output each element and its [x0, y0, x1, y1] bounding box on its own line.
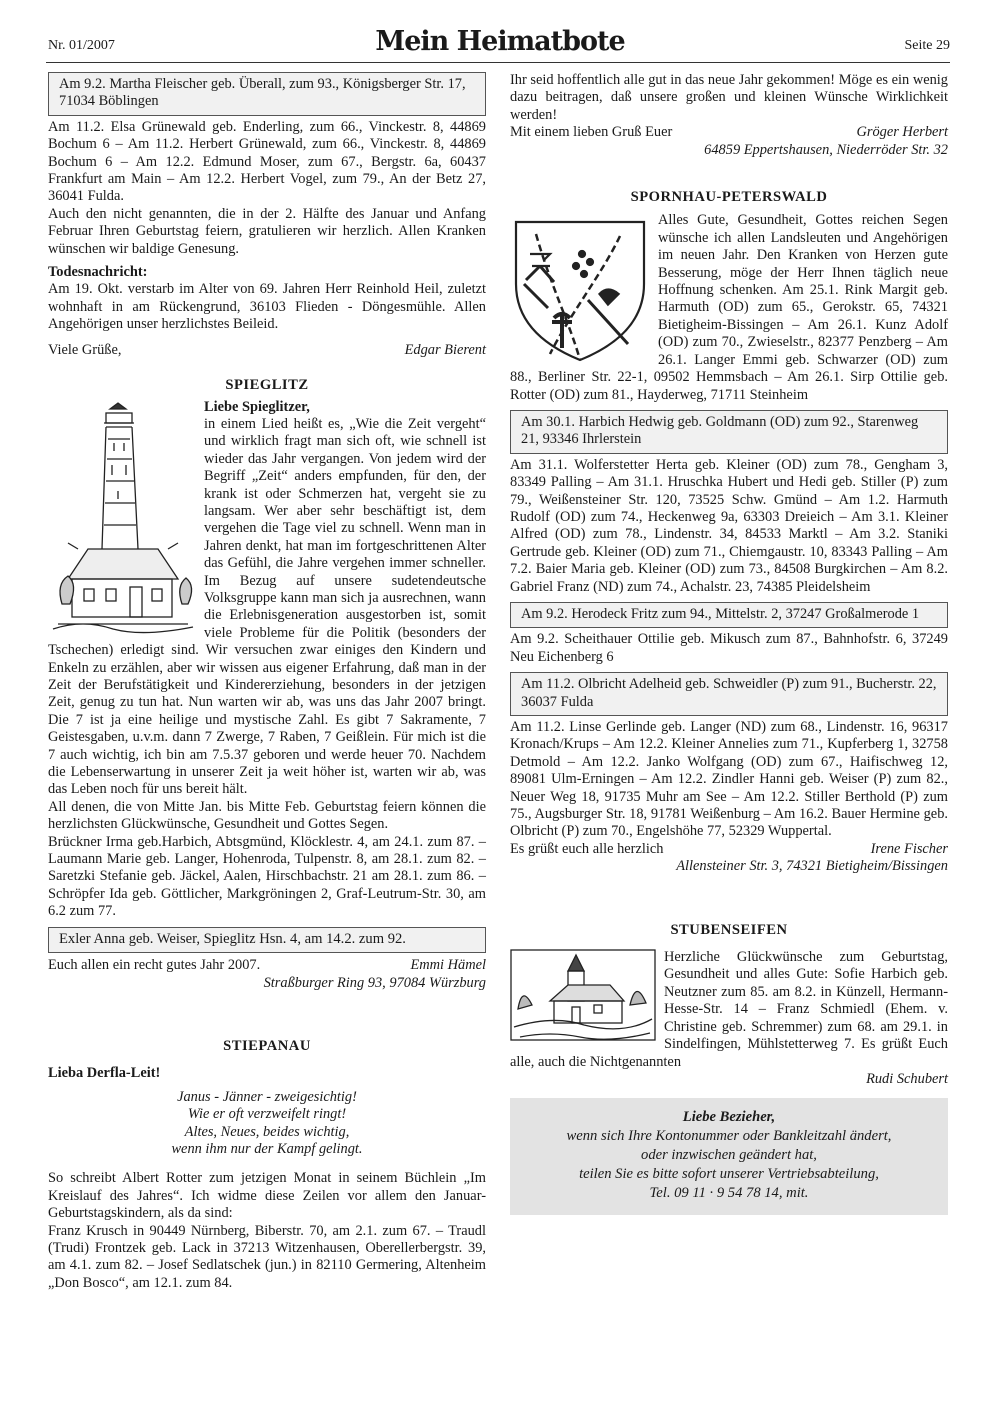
- author-name-intro: Gröger Herbert: [856, 124, 948, 141]
- obituary-heading: Todesnachricht:: [48, 264, 148, 281]
- notice-title: Liebe Bezieher,: [682, 1109, 776, 1126]
- spieglitz-body: in einem Lied heißt es, „Wie die Zeit vergeht“ und wirklich fragt man sich oft, wie schnell ist wieder das Jahr vergangen. Von jedem wird der Begriff „Zeit“ anders empfunden, für den, der krank ist oder Schmerzen hat, vergeht sie zu langsam. Wer aber sehr beschäftigt ist, dem vergehen die Tage viel zu schnell. Wenn man in Jahren denkt, hat man im fortgeschrittenen Alter das Gefühl, die Jahre vergehen immer schneller. Im Bezug auf unsere sudetendeutsche Volksgruppe kann man sich ja ausrechnen, wann die Erlebnisgeneration ausgestorben ist, somit viele Probleme für die Politik (besonders der Tschechen) erledigt sind. Wir versuchen zwar einiges den Kindern und Enkeln zu erzählen, aber wir wissen aus eigener Erfahrung, daß man in der Zeit der Berufstätigkeit und Kindererziehung, besonders in der jetzigen Zeit, genug zu tun hat. Nun warten wir ab, was uns das Jahr 2007 bringt. Die 7 ist ja eine heilige und mystische Zahl. Es gibt 7 Sakramente, 7 Geistesgaben, u.v.m. dann 7 Zwerge, 7 Raben, 7 Geißlein. Für mich ist die 7 auch wichtig, ich bin am 7.5.37 geboren und werde heuer 70. Nachdem die Lebenserwartung in unserer Zeit ja weit höher ist, warten wir ab, was das Leben noch für uns bereit hält.: [48, 415, 486, 798]
- poem-line: Janus - Jänner - zweigesichtig!: [177, 1088, 357, 1105]
- header-rule: [46, 62, 950, 63]
- birthday-box-herodeck: Am 9.2. Herodeck Fritz zum 94., Mittelstr. 2, 37247 Großalmerode 1: [510, 602, 948, 628]
- closing: Viele Grüße,: [48, 341, 122, 358]
- spornhau-birthdays-2: Am 11.2. Linse Gerlinde geb. Langer (ND) zum 68., Lindenstr. 16, 96317 Kronach/Krups – Am 12.2. Kleiner Annelies zum 71., Kupferberg 1, 32758 Detmold – Am 12.2. Janko Wolfgang (OD) zum 67., Haifischweg 12, 89081 Ulm-Erningen – Am 12.2. Zindler Hanni geb. Weiser (P) zum 82., Neuer Weg 18, 91735 Muhr am See – Am 12.2. Stiller Berthold (P) zum 75., Augsburger Str. 18, 91781 Weißenburg – Am 16.2. Bauer Hermine geb. Olbricht (P) zum 70., Engelshöhe 77, 52329 Wuppertal.: [510, 719, 948, 840]
- notice-line: wenn sich Ihre Kontonummer oder Bankleitzahl ändert,: [566, 1128, 892, 1145]
- author-name-spieglitz: Emmi Hämel: [410, 957, 486, 974]
- spieglitz-birthdays: Brückner Irma geb.Harbich, Abtsgmünd, Klöcklestr. 4, am 24.1. zum 87. – Laumann Marie geb. Langer, Hohenroda, Tulpenstr. 8, am 28.1. zum 82. – Saretzki Stefanie geb. Jäckel, Aalen, Hirschbachstr. 21 am 28.1. zum 86. – Schröpfer Ida geb. Göttlicher, Markgröningen 2, Graf-Leutrum-Str. 30, am 6.2 zum 77.: [48, 833, 486, 920]
- coat-of-arms: [510, 214, 650, 364]
- notice-line: oder inzwischen geändert hat,: [641, 1147, 817, 1164]
- notice-phone: Tel. 09 11 · 9 54 78 14, mit.: [649, 1185, 809, 1202]
- closing-intro: Mit einem lieben Gruß Euer: [510, 124, 673, 141]
- section-title-stiepanau: STIEPANAU: [223, 1037, 311, 1054]
- spornhau-body: Alles Gute, Gesundheit, Gottes reichen Segen wünsche ich allen Landsleuten und Angehörigen im neuen Jahr. Den Kranken von Herzen gute Besserung, möge der Herr Ihnen täglich neue Hoffnung schenken. Am 25.1. Rink Margit geb. Harmuth (OD) zum 65., Gerokstr. 65, 74321 Bietigheim-Bissingen – Am 26.1. Kunz Adolf (OD) zum 70., Zwieselstr., 82377 Penzberg – Am 26.1. Langer Emmi geb. Schwarzer (OD) zum 88., Berliner Str. 22-1, 09502 Hemmsbach – Am 26.1. Sirp Ottilie geb. Rotter (OD) zum 81., Hayderweg, 71711 Steinheim: [510, 212, 948, 403]
- signature-intro: [510, 124, 948, 141]
- church-illustration: [510, 949, 656, 1041]
- poem-line: Wie er oft verzweifelt ringt!: [187, 1106, 347, 1123]
- stiepanau-birthdays: Franz Krusch in 90449 Nürnberg, Biberstr. 70, am 2.1. zum 67. – Traudl (Trudi) Frontzek geb. Lack in 37213 Witzenhausen, Oberellerbergstr. 39, am 4.1. zum 82. – Josef Sedlatschek (jun.) in 82110 Germering, Altenheim „Don Bosco“, am 12.1. zum 84.: [48, 1222, 486, 1291]
- page-number: Seite 29: [904, 38, 950, 53]
- spieglitz-wishes: All denen, die von Mitte Jan. bis Mitte Feb. Geburtstag feiern können die herzlichsten Glückwünsche, Gesundheit und Gottes Segen.: [48, 798, 486, 833]
- right-column: [510, 72, 948, 1215]
- author-name: Edgar Bierent: [404, 341, 486, 358]
- spornhau-birthday-scheithauer: Am 9.2. Scheithauer Ottilie geb. Mikusch zum 87., Bahnhofstr. 6, 37249 Neu Eichenberg 6: [510, 631, 948, 665]
- closing-spornhau: Es grüßt euch alle herzlich: [510, 840, 664, 857]
- signature: [48, 342, 486, 359]
- birthday-box-harbich: Am 30.1. Harbich Hedwig geb. Goldmann (OD) zum 92., Starenweg 21, 93346 Ihrlerstein: [510, 410, 948, 454]
- salutation-stiepanau: Lieba Derfla-Leit!: [48, 1065, 161, 1082]
- notice-line: teilen Sie es bitte sofort unserer Vertriebsabteilung,: [579, 1166, 879, 1183]
- signature-spieglitz: [48, 957, 486, 974]
- poem: [48, 1089, 486, 1159]
- author-address-spornhau: Allensteiner Str. 3, 74321 Bietigheim/Bissingen: [676, 858, 948, 875]
- spornhau-birthdays: Am 31.1. Wolferstetter Herta geb. Kleiner (OD) zum 78., Gengham 3, 83349 Palling – Am 31.1. Hruschka Hubert und Hedi geb. Stiller (P) zum 79., Weißensteiner Str. 120, 73525 Schw. Gmünd – Am 1.2. Harmuth Rudolf (OD) zum 74., Heckenweg 9a, 63303 Dreieich – Am 3.1. Kleiner Alfred (OD) zum 78., Lindenstr. 34, 84533 Marktl – Am 3.2. Staniki Gertrude geb. Kleiner (OD) zum 71., Chiemgaustr. 10, 83343 Palling – Am 7.2. Baier Maria geb. Kleiner (OD) zum 73., 84508 Burgkirchen – Am 8.2. Gabriel Franz (ND) zum 74., Achalstr. 23, 74385 Pleidelsheim: [510, 456, 948, 595]
- stiepanau-body: So schreibt Albert Rotter zum jetzigen Monat in seinem Büchlein „Im Kreislauf des Jahres“. Ich widme diese Zeilen vor allem den Januar-Geburtstagskindern, als da sind:: [48, 1170, 486, 1222]
- birthday-box-olbricht: Am 11.2. Olbricht Adelheid geb. Schweidler (P) zum 91., Bucherstr. 22, 36037 Fulda: [510, 672, 948, 716]
- newspaper-title: Mein Heimatbote: [375, 26, 625, 57]
- signature-spornhau: [510, 841, 948, 858]
- author-address-spieglitz: Straßburger Ring 93, 97084 Würzburg: [263, 974, 486, 991]
- section-title-spornhau: SPORNHAU-PETERSWALD: [630, 189, 828, 206]
- page-header: [0, 0, 1000, 62]
- birthday-box-exler: Exler Anna geb. Weiser, Spieglitz Hsn. 4, am 14.2. zum 92.: [48, 927, 486, 953]
- subscriber-notice: [510, 1098, 948, 1215]
- section-title-spieglitz: SPIEGLITZ: [225, 377, 309, 394]
- issue-number: Nr. 01/2007: [48, 38, 115, 53]
- obituary-text: Am 19. Okt. verstarb im Alter von 69. Jahren Herr Reinhold Heil, zuletzt wohnhaft in am Rückengrund, 36103 Flieden - Döngesmühle. Allen Angehörigen unser herzlichstes Beileid.: [48, 281, 486, 333]
- section-title-stubenseifen: STUBENSEIFEN: [670, 921, 788, 938]
- birthday-list: Am 11.2. Elsa Grünewald geb. Enderling, zum 66., Vinckestr. 8, 44869 Bochum 6 – Am 11.2. Herbert Grünewald, zum 66., Vinckestr. 8, 44869 Bochum 6 – Am 12.2. Edmund Moser, zum 67., Bergstr. 6a, 60437 Frankfurt am Main – Am 12.2. Herbert Vogel, zum 79., An der Betz 27, 36041 Fulda.: [48, 118, 486, 205]
- author-name-spornhau: Irene Fischer: [870, 840, 948, 857]
- intro-paragraph: Ihr seid hoffentlich alle gut in das neue Jahr gekommen! Möge es ein wenig dazu beitragen, daß unsere großen und kleinen Wünsche Wirklichkeit werden!: [510, 72, 948, 123]
- tower-illustration: [48, 399, 198, 634]
- closing-spieglitz: Euch allen ein recht gutes Jahr 2007.: [48, 957, 261, 974]
- greeting-paragraph: Auch den nicht genannten, die in der 2. Hälfte des Januar und Anfang Februar Ihren Geburtstag feiern, gratulieren wir herzlich. Allen Kranken wünschen wir baldige Genesung.: [48, 205, 486, 257]
- church-icon: [510, 949, 656, 1041]
- birthday-box-fleischer: Am 9.2. Martha Fleischer geb. Überall, zum 93., Königsberger Str. 17, 71034 Böblingen: [48, 72, 486, 116]
- stubenseifen-body: Herzliche Glückwünsche zum Geburtstag, Gesundheit und alles Gute: Sofie Harbich geb. Neutzner zum 85. am 8.2. in Künzell, Hermann-Hesse-Str. 14 – Franz Schmiedl (Ehem. v. Christine geb. Schremmer) zum 68. am 29.1. in Sindelfingen, Mühlstetterweg 7. Es grüßt Euch alle, auch die Nichtgenannten: [510, 949, 948, 1070]
- author-address-intro: 64859 Eppertshausen, Niederröder Str. 32: [704, 141, 948, 158]
- coat-of-arms-icon: [510, 214, 650, 364]
- poem-line: wenn ihm nur der Kampf gelingt.: [171, 1140, 363, 1157]
- author-name-stubenseifen: Rudi Schubert: [866, 1070, 948, 1087]
- salutation-spieglitz: Liebe Spieglitzer,: [204, 398, 310, 415]
- left-column: [48, 72, 486, 1292]
- tower-icon: [48, 399, 198, 634]
- poem-line: Altes, Neues, beides wichtig,: [184, 1123, 350, 1140]
